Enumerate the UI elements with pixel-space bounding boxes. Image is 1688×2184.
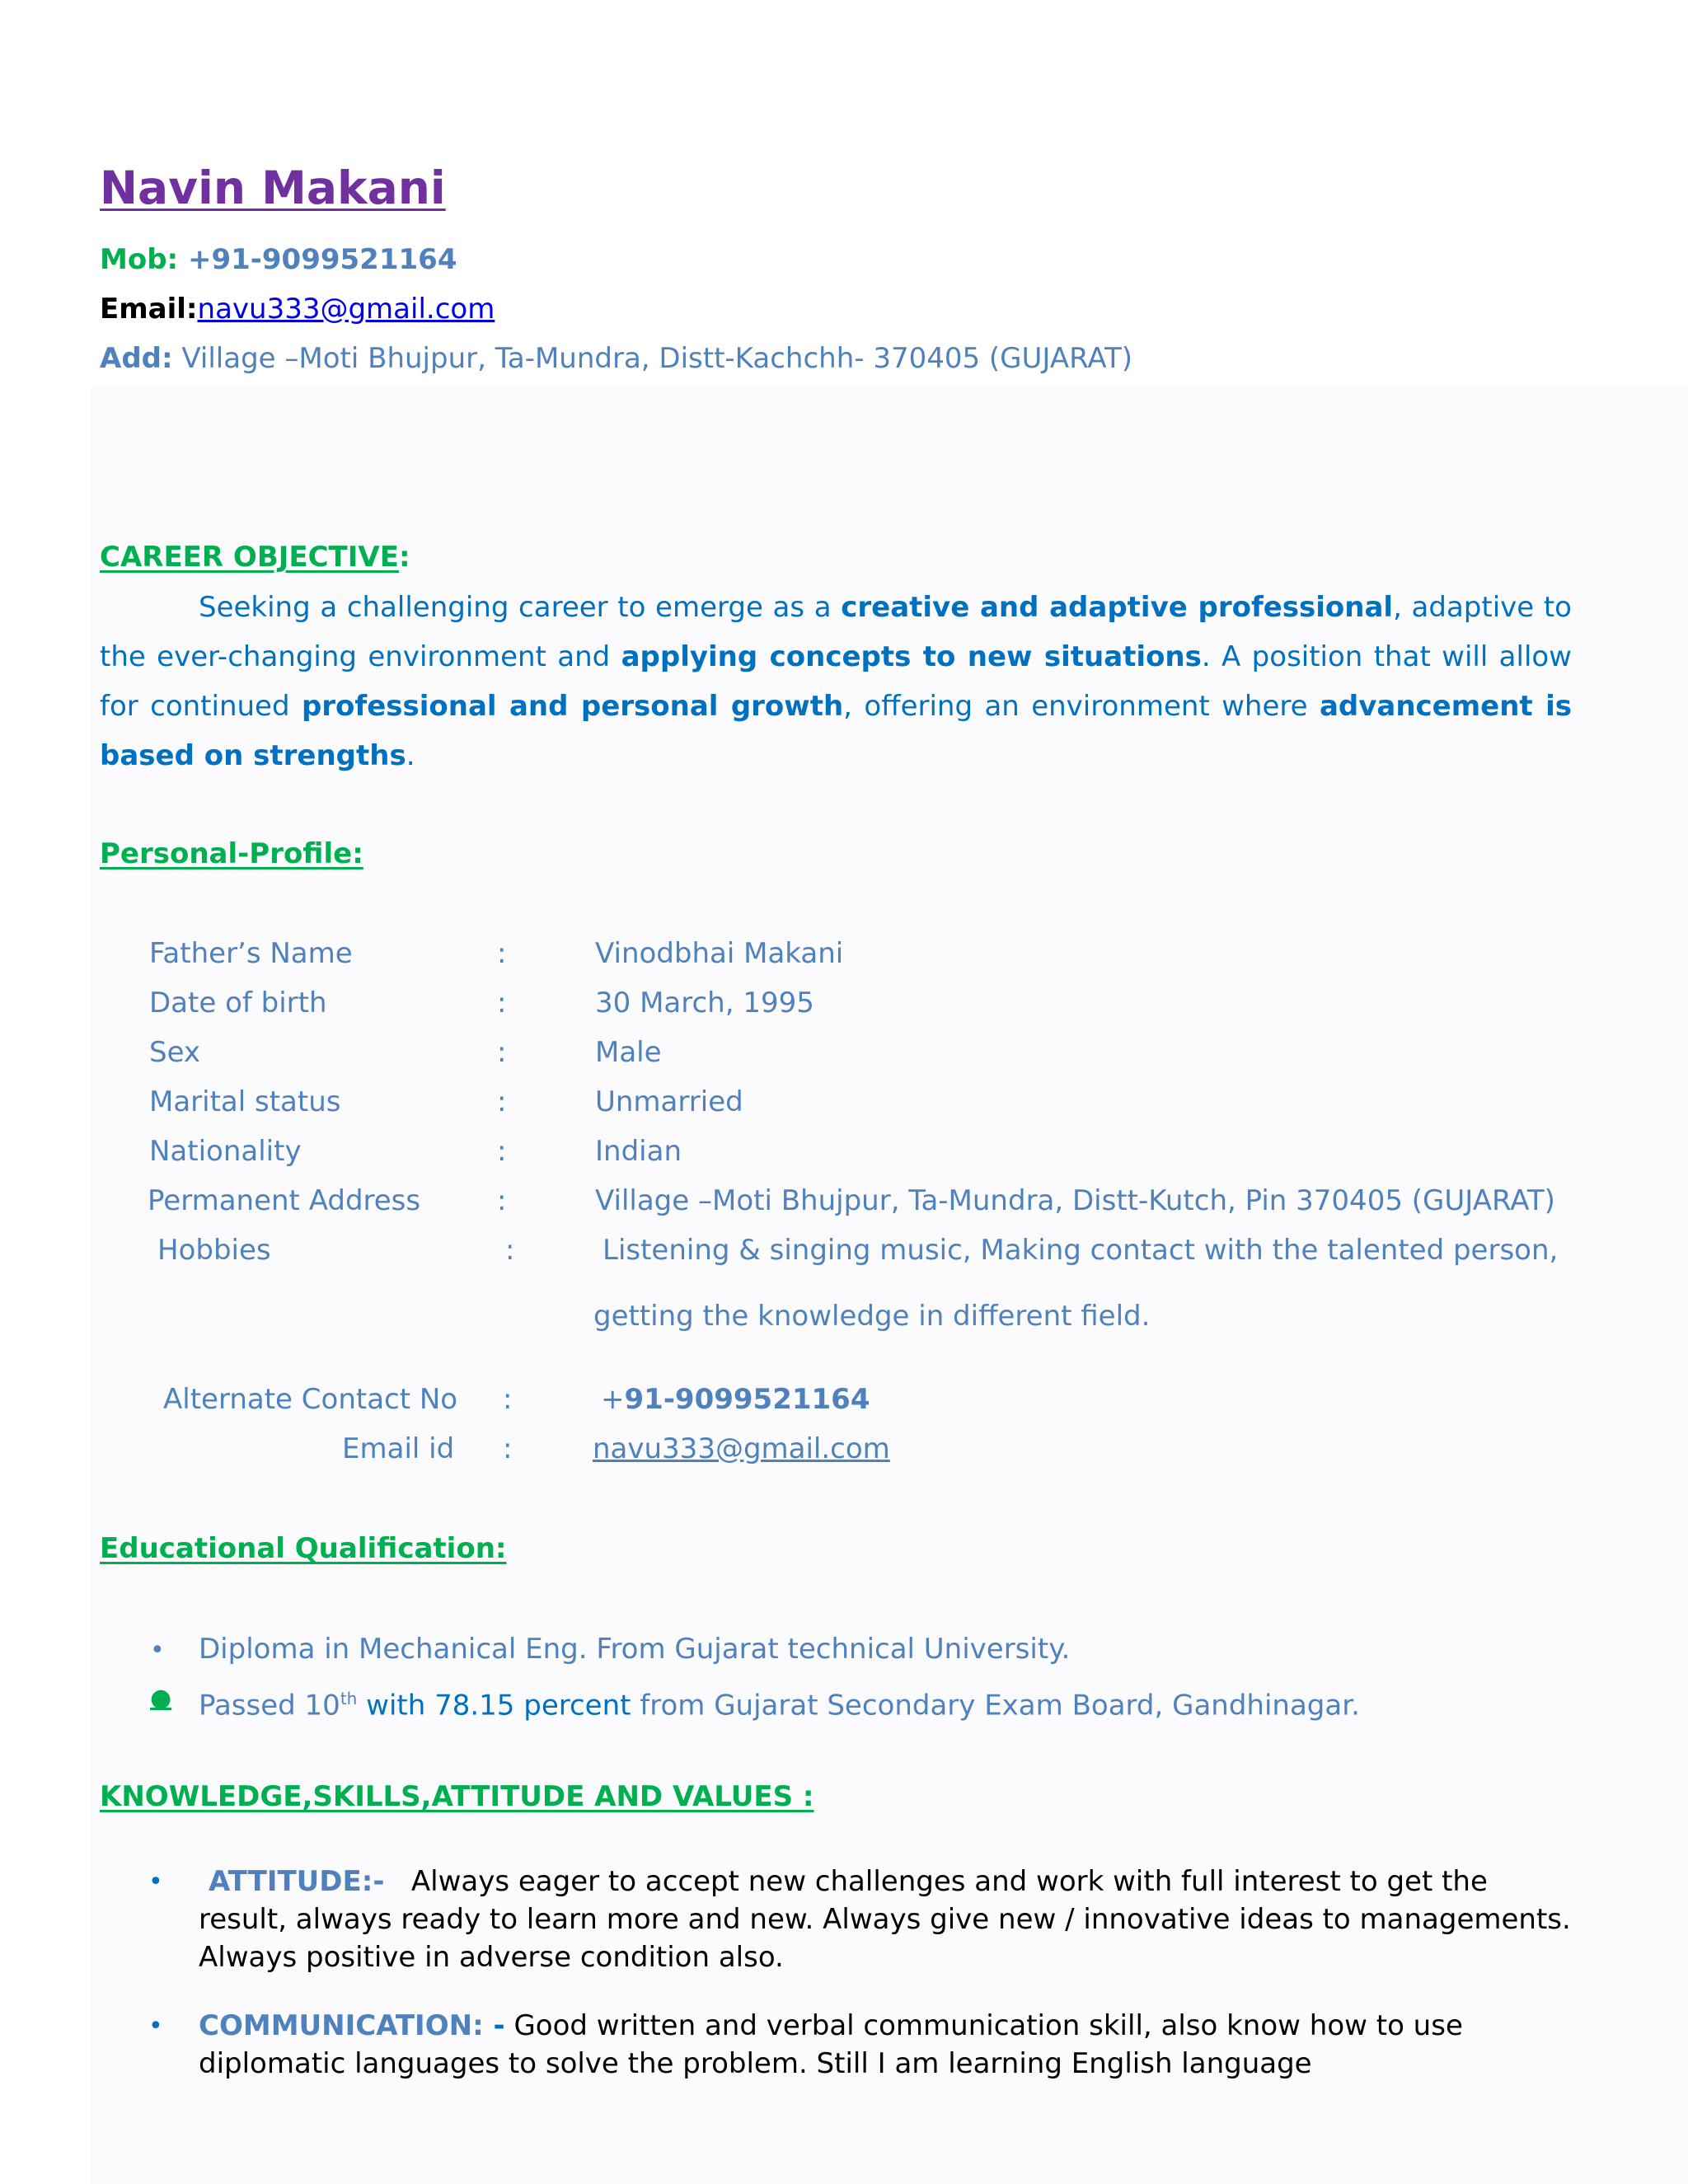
profile-value: Unmarried xyxy=(595,1085,743,1118)
profile-label: Hobbies xyxy=(157,1234,271,1267)
profile-colon: : xyxy=(497,987,507,1019)
bullet-icon: • xyxy=(150,1636,165,1665)
alt-contact-value: +91-9099521164 xyxy=(601,1383,870,1416)
bullet-icon: • xyxy=(148,2012,163,2041)
profile-value: Village –Moti Bhujpur, Ta-Mundra, Distt-Kutch, Pin 370405 (GUJARAT) xyxy=(595,1184,1555,1217)
mobile-number: +91-9099521164 xyxy=(187,243,457,276)
profile-label: Nationality xyxy=(149,1135,302,1168)
bullet-icon: • xyxy=(148,1868,163,1896)
profile-colon: : xyxy=(503,1383,513,1416)
personal-profile-heading: Personal-Profile: xyxy=(100,837,363,870)
skill-item-communication: COMMUNICATION: - Good written and verbal communication skill, also know how to use diplomatic languages to solve the problem. Still I am learning English language xyxy=(199,2009,1463,2080)
career-objective-heading: CAREER OBJECTIVE: xyxy=(100,541,410,574)
profile-colon: : xyxy=(497,1036,507,1069)
profile-colon: : xyxy=(497,1135,507,1168)
bullet-icon: ● xyxy=(150,1684,172,1713)
email-id-link[interactable]: navu333@gmail.com xyxy=(593,1432,890,1465)
skills-heading: KNOWLEDGE,SKILLS,ATTITUDE AND VALUES : xyxy=(100,1780,814,1813)
address-label: Add: xyxy=(100,342,173,375)
profile-value: Vinodbhai Makani xyxy=(595,937,844,970)
email-id-label: Email id xyxy=(342,1432,455,1465)
profile-value: 30 March, 1995 xyxy=(595,987,814,1019)
email-label: Email: xyxy=(100,293,198,326)
profile-label: Marital status xyxy=(149,1085,341,1118)
education-heading: Educational Qualification: xyxy=(100,1532,507,1565)
address-line xyxy=(100,342,1132,375)
mobile-line xyxy=(100,243,457,276)
education-item: Passed 10th with 78.15 percent from Gujarat Secondary Exam Board, Gandhinagar. xyxy=(199,1689,1360,1722)
profile-value: Indian xyxy=(595,1135,682,1168)
skill-item-attitude: ATTITUDE:- Always eager to accept new challenges and work with full interest to get the result, always ready to learn more and new. Always give new / innovative ideas to managements. Always positive in adverse condition also. xyxy=(199,1865,1571,1974)
profile-label: Sex xyxy=(149,1036,201,1069)
alt-contact-label: Alternate Contact No xyxy=(163,1383,458,1416)
profile-label: Father’s Name xyxy=(149,937,353,970)
profile-colon: : xyxy=(497,1184,507,1217)
profile-colon: : xyxy=(497,1085,507,1118)
career-objective-text: Seeking a challenging career to emerge as a creative and adaptive professional, adaptive to the ever-changing environment and applying concepts to new situations. A position that will allow for continued professional and personal growth, offering an environment where advancement is based on strengths. xyxy=(100,591,1572,772)
profile-label: Date of birth xyxy=(149,987,327,1019)
profile-value: Listening & singing music, Making contact with the talented person, xyxy=(603,1234,1559,1267)
hobbies-continued: getting the knowledge in different field. xyxy=(593,1300,1151,1333)
profile-value: Male xyxy=(595,1036,662,1069)
profile-colon: : xyxy=(503,1432,513,1465)
email-line xyxy=(100,293,495,326)
mobile-label: Mob: xyxy=(100,243,179,276)
profile-colon: : xyxy=(505,1234,515,1267)
candidate-name: Navin Makani xyxy=(100,162,446,214)
email-link[interactable]: navu333@gmail.com xyxy=(197,293,495,326)
profile-label: Permanent Address xyxy=(148,1184,421,1217)
address-value: Village –Moti Bhujpur, Ta-Mundra, Distt-Kachchh- 370405 (GUJARAT) xyxy=(181,342,1132,375)
profile-colon: : xyxy=(497,937,507,970)
education-item: Diploma in Mechanical Eng. From Gujarat technical University. xyxy=(199,1633,1071,1666)
